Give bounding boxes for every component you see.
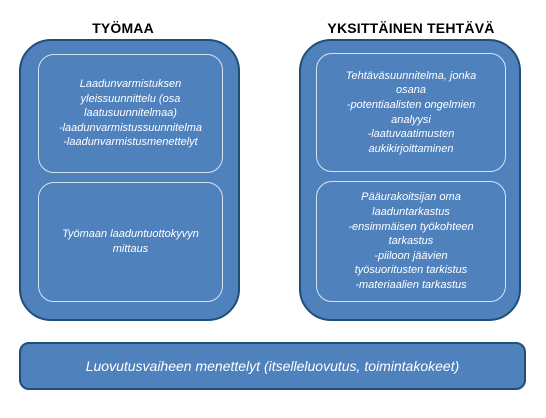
text-line: tarkastus [388,235,434,248]
text-line: -materiaalien tarkastus [355,278,467,291]
task-planning-box [316,53,506,172]
text-line: laatusuunnitelmaa) [84,107,177,120]
text-line: -laatuvaatimusten [367,128,455,141]
text-line: työsuoritusten tarkistus [354,264,468,277]
task-planning-text [317,69,505,157]
single-task-panel [299,39,521,321]
text-line: Työmaan laaduntuottokyvyn [62,228,199,241]
contractor-inspection-box [316,181,506,302]
worksite-measurement-text [39,227,222,256]
text-line: aukikirjoittaminen [368,142,454,155]
text-line: -potentiaalisten ongelmien [346,98,476,111]
text-line: -laadunvarmistussuunnitelma [58,121,203,134]
single-task-heading: YKSITTÄINEN TEHTÄVÄ [327,20,495,36]
text-line: Laadunvarmistuksen [79,78,182,91]
text-line: Tehtäväsuunnitelma, jonka [345,69,477,82]
worksite-measurement-box [38,182,223,302]
text-line: laaduntarkastus [372,206,450,219]
text-line: osana [396,84,426,97]
contractor-inspection-text [317,190,505,292]
text-line: Pääurakoitsijan oma [361,191,461,204]
text-line: -ensimmäisen työkohteen [348,220,474,233]
worksite-planning-box [38,54,223,173]
worksite-planning-text [39,77,222,150]
text-line: -laadunvarmistusmenettelyt [63,136,198,149]
handover-procedures-bar [19,342,526,390]
text-line: mittaus [112,243,149,255]
text-line: analyysi [391,113,431,126]
text-line: -piiloon jäävien [374,249,448,262]
worksite-heading: TYÖMAA [92,20,154,36]
worksite-panel [19,39,240,321]
text-line: yleissuunnittelu (osa [80,92,181,105]
handover-procedures-text: Luovutusvaiheen menettelyt (itselleluovutus, toimintakokeet) [85,358,460,374]
